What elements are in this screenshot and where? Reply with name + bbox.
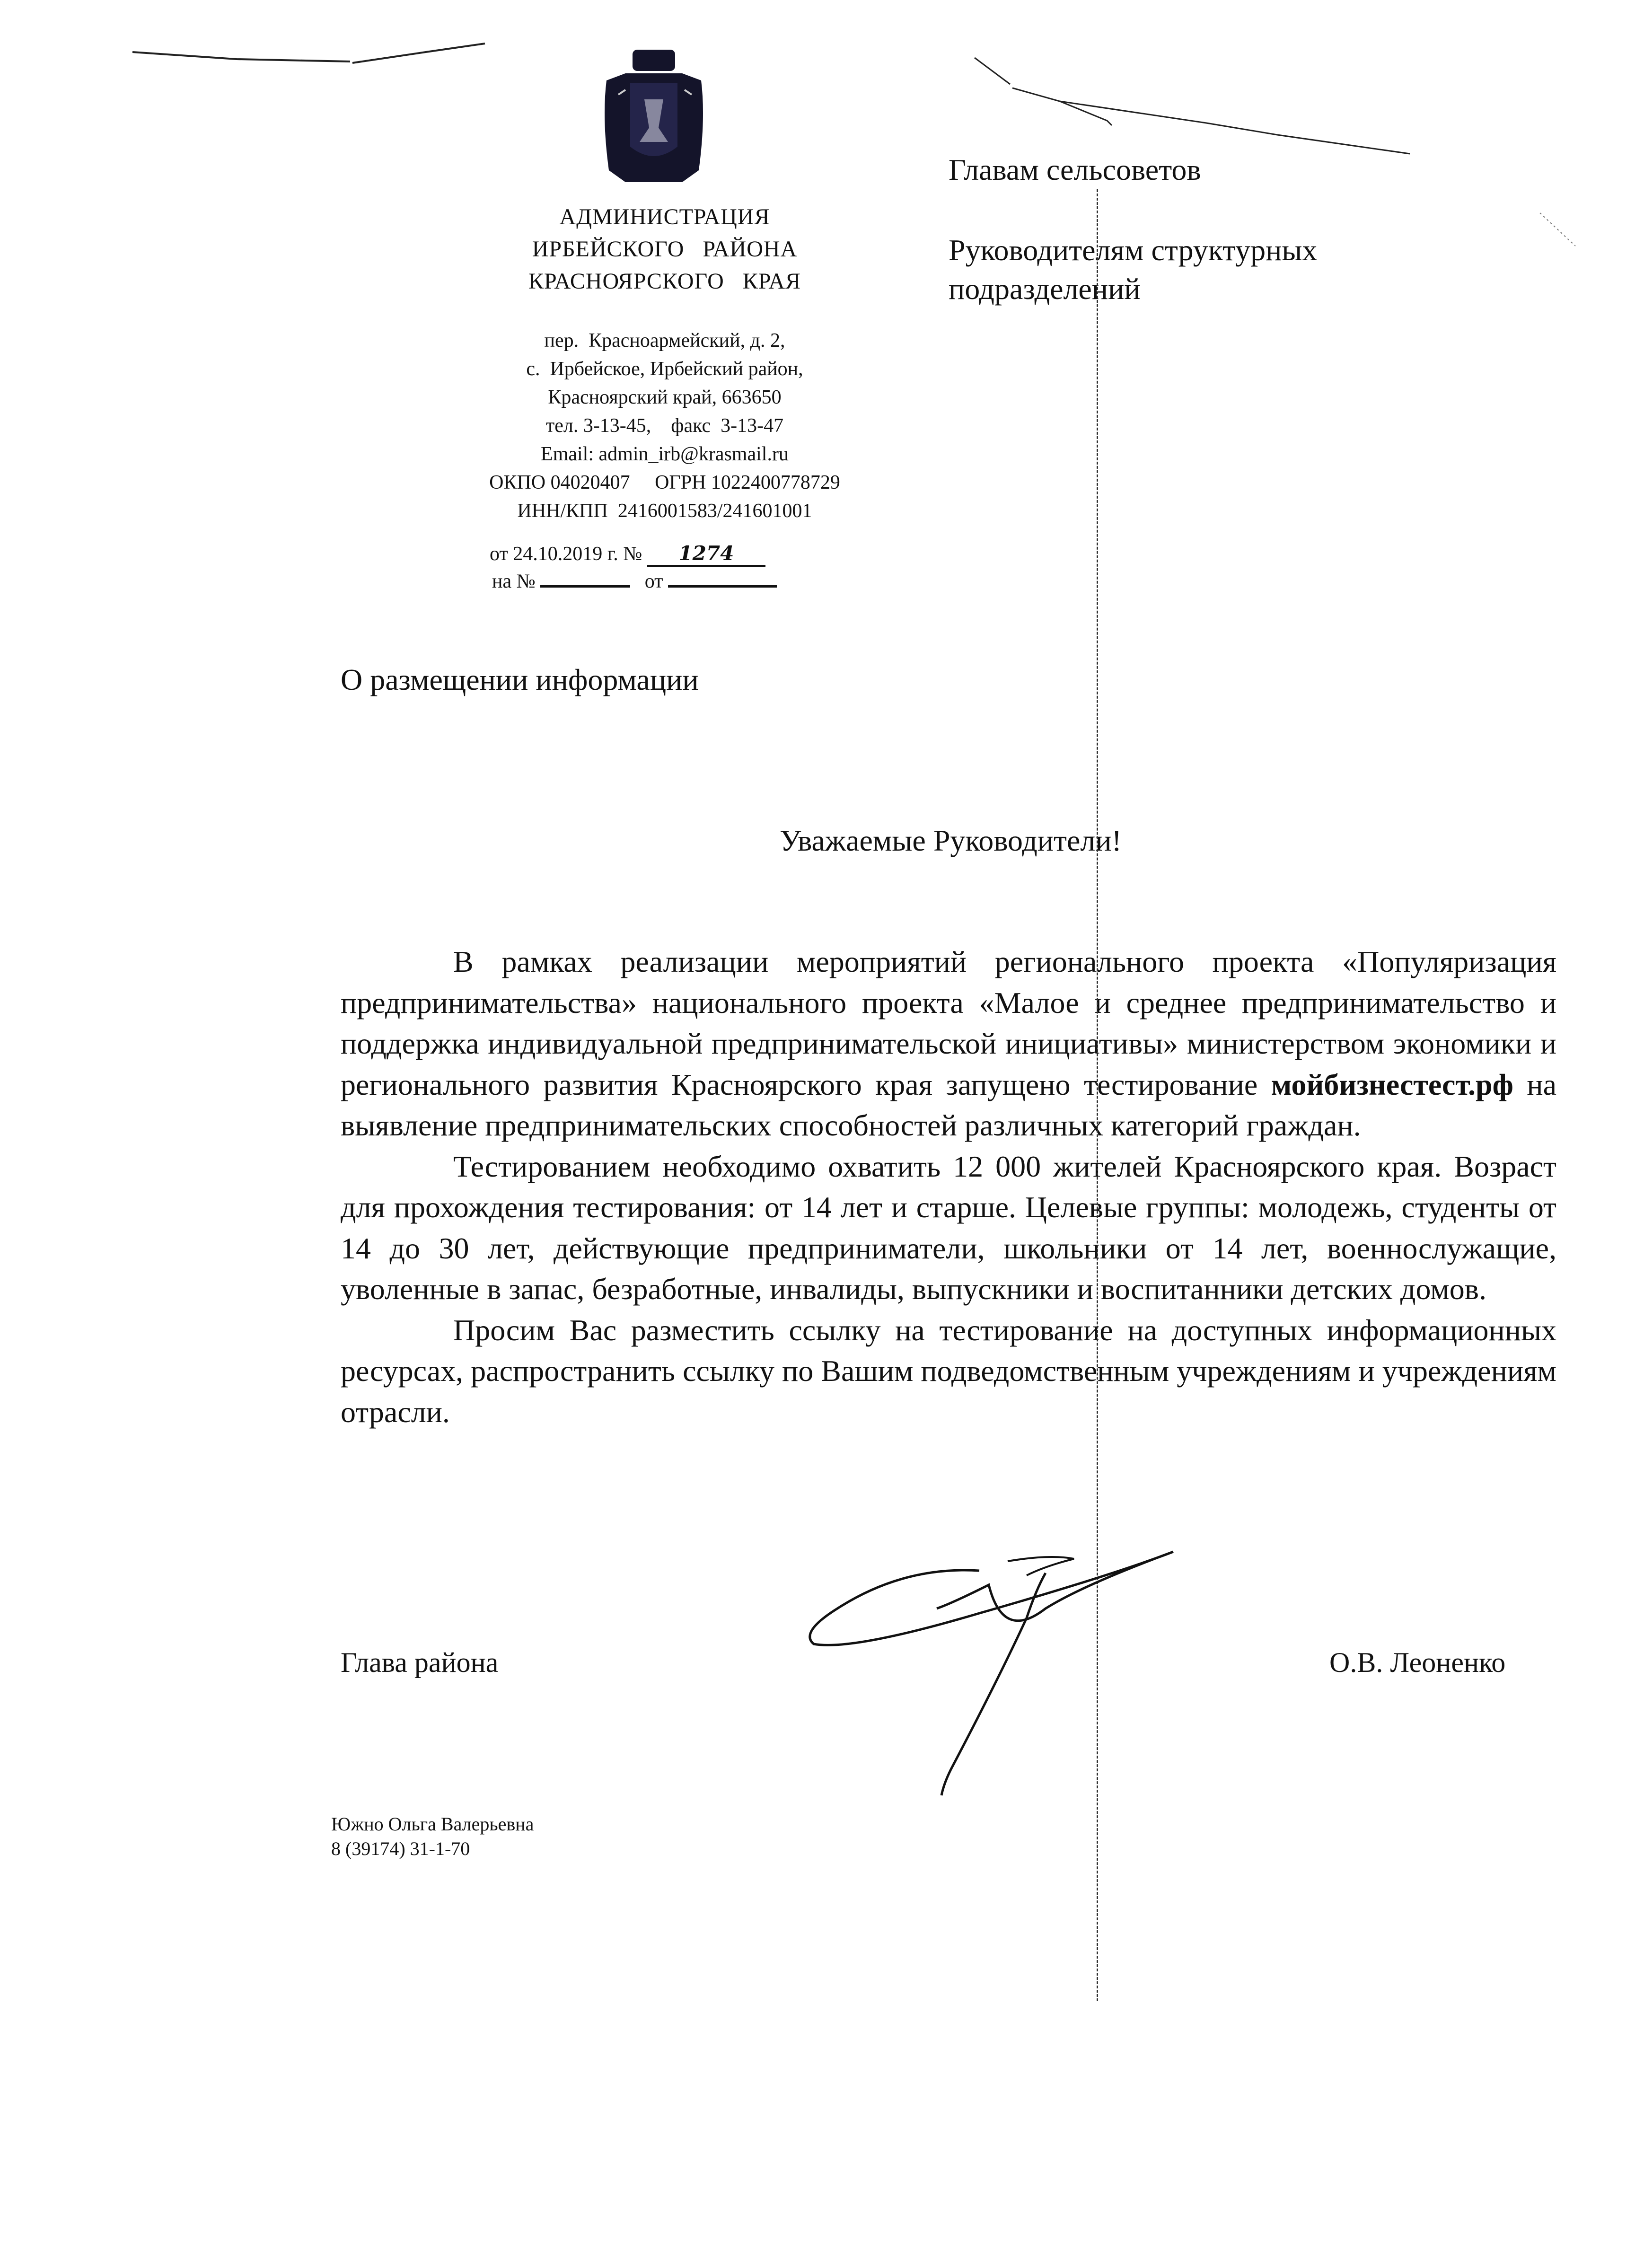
body-paragraph xyxy=(341,941,1556,1146)
salutation: Уважаемые Руководители! xyxy=(780,824,1122,857)
org-line: ИРБЕЙСКОГО РАЙОНА xyxy=(532,237,798,262)
inn-kpp-line: ИНН/КПП 2416001583/241601001 xyxy=(517,500,812,522)
address-line: Красноярский край, 663650 xyxy=(548,387,782,408)
signature-stroke xyxy=(810,1552,1173,1645)
executor-name: Южно Ольга Валерьевна xyxy=(331,1813,534,1835)
address-line: с. Ирбейское, Ирбейский район, xyxy=(526,358,803,380)
recipient: Руководителям структурных подразделений xyxy=(949,233,1318,306)
org-line: КРАСНОЯРСКОГО КРАЯ xyxy=(528,269,801,294)
scan-artifact-line-right xyxy=(975,58,1010,84)
reference-number-blank xyxy=(540,585,630,588)
website-link[interactable]: мойбизнестест.рф xyxy=(1271,1067,1513,1101)
letter-body xyxy=(341,941,1556,1433)
email-line: Email: admin_irb@krasmail.ru xyxy=(541,443,789,465)
paragraph-text: В рамках реализации мероприятий регионального проекта «Популяризация предпринимательства» национального проекта «Малое и среднее предпринимательство и поддержка индивидуальной предпринимательской инициативы» министерством экономики и регионального развития Красноярского края запущено тестирование xyxy=(341,945,1556,1101)
letter-subject: О размещении информации xyxy=(341,663,699,696)
paragraph-text: на выявление предпринимательских способностей различных категорий граждан. xyxy=(341,1067,1557,1142)
scan-artifact-line-left-2 xyxy=(352,44,485,63)
signatory-name: О.В. Леоненко xyxy=(1329,1647,1506,1678)
reference-number-label: на № xyxy=(492,571,536,592)
executor-block xyxy=(331,1812,534,1861)
scan-artifact-line-left xyxy=(132,52,350,62)
recipients-block xyxy=(949,150,1374,308)
organization-name xyxy=(416,201,913,298)
recipient: Главам сельсоветов xyxy=(949,153,1201,186)
reference-line xyxy=(492,570,777,593)
address-line: пер. Красноармейский, д. 2, xyxy=(544,330,785,352)
handwritten-signature xyxy=(781,1538,1254,2011)
registration-line xyxy=(490,542,765,567)
reference-date-blank xyxy=(668,585,777,588)
reference-from-label: от xyxy=(644,571,663,592)
scan-artifact-line-right-3 xyxy=(1060,101,1410,154)
coat-of-arms-icon xyxy=(597,47,711,189)
signature-stroke-3 xyxy=(1008,1557,1074,1575)
coat-of-arms-emblem xyxy=(597,47,711,189)
executor-phone: 8 (39174) 31-1-70 xyxy=(331,1838,470,1859)
org-line: АДМИНИСТРАЦИЯ xyxy=(559,204,770,229)
registration-date: от 24.10.2019 г. № xyxy=(490,543,642,565)
scan-artifact-line-corner xyxy=(1540,213,1575,246)
signature-stroke-2 xyxy=(941,1573,1046,1795)
signatory-position: Глава района xyxy=(341,1647,499,1678)
body-paragraph: Просим Вас разместить ссылку на тестирование на доступных информационных ресурсах, распространить ссылку по Вашим подведомственным учреждениям и учреждениям отрасли. xyxy=(341,1313,1556,1429)
registration-number: 1274 xyxy=(647,542,765,567)
organization-details xyxy=(407,326,923,525)
okpo-ogrn-line: ОКПО 04020407 ОГРН 1022400778729 xyxy=(489,472,840,493)
phone-fax-line: тел. 3-13-45, факс 3-13-47 xyxy=(545,415,784,437)
body-paragraph: Тестированием необходимо охватить 12 000 жителей Красноярского края. Возраст для прохождения тестирования: от 14 лет и старше. Целевые группы: молодежь, студенты от 14 до 30 лет, действующие предприниматели, школьники от 14 лет, военнослужащие, уволенные в запас, безработные, инвалиды, выпускники и воспитанники детских домов. xyxy=(341,1149,1556,1306)
